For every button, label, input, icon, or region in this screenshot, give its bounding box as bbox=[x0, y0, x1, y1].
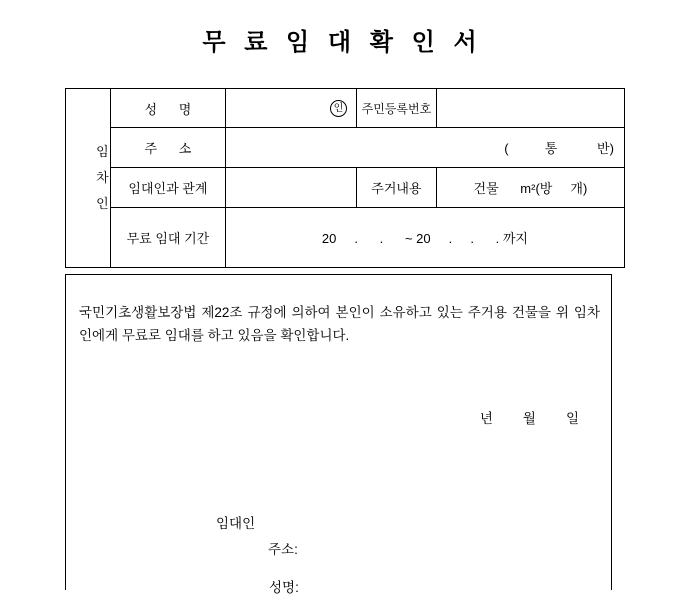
table-row-address bbox=[66, 128, 625, 168]
lease-period-value-cell: 20 . . ~ 20 . . . 까지 bbox=[225, 208, 624, 268]
name-label-cell: 성 명 bbox=[110, 89, 225, 128]
address-label-cell: 주 소 bbox=[110, 128, 225, 168]
table-row-name bbox=[66, 89, 625, 128]
tenant-vertical-label: 임차인 bbox=[96, 144, 109, 211]
tenant-vertical-header bbox=[66, 89, 111, 268]
address-value-cell: ( 통 반) bbox=[225, 128, 624, 168]
confirmation-box bbox=[65, 274, 612, 595]
relationship-label-cell: 임대인과 관계 bbox=[110, 168, 225, 208]
resident-number-value-cell bbox=[436, 89, 624, 128]
lease-period-label-cell: 무료 임대 기간 bbox=[110, 208, 225, 268]
table-row-lease-period bbox=[66, 208, 625, 268]
seal-icon: 인 bbox=[330, 100, 347, 117]
lessor-name-label: 성명: bbox=[269, 580, 299, 595]
housing-label-cell: 주거내용 bbox=[356, 168, 436, 208]
relationship-value-cell bbox=[225, 168, 356, 208]
date-line: 년 월 일 bbox=[479, 411, 579, 426]
lessor-address-label: 주소: bbox=[268, 542, 298, 557]
name-value-cell bbox=[225, 89, 356, 128]
resident-number-label-cell: 주민등록번호 bbox=[356, 89, 436, 128]
table-row-relationship bbox=[66, 168, 625, 208]
confirmation-paragraph: 국민기초생활보장법 제22조 규정에 의하여 본인이 소유하고 있는 주거용 건물을 위 임차인에게 무료로 임대를 하고 있음을 확인합니다. bbox=[79, 305, 600, 343]
lessor-label: 임대인 bbox=[216, 516, 256, 531]
housing-value-cell: 건물 m²(방 개) bbox=[436, 168, 624, 208]
page-title: 무 료 임 대 확 인 서 bbox=[202, 29, 483, 56]
tenant-info-table bbox=[65, 88, 625, 268]
